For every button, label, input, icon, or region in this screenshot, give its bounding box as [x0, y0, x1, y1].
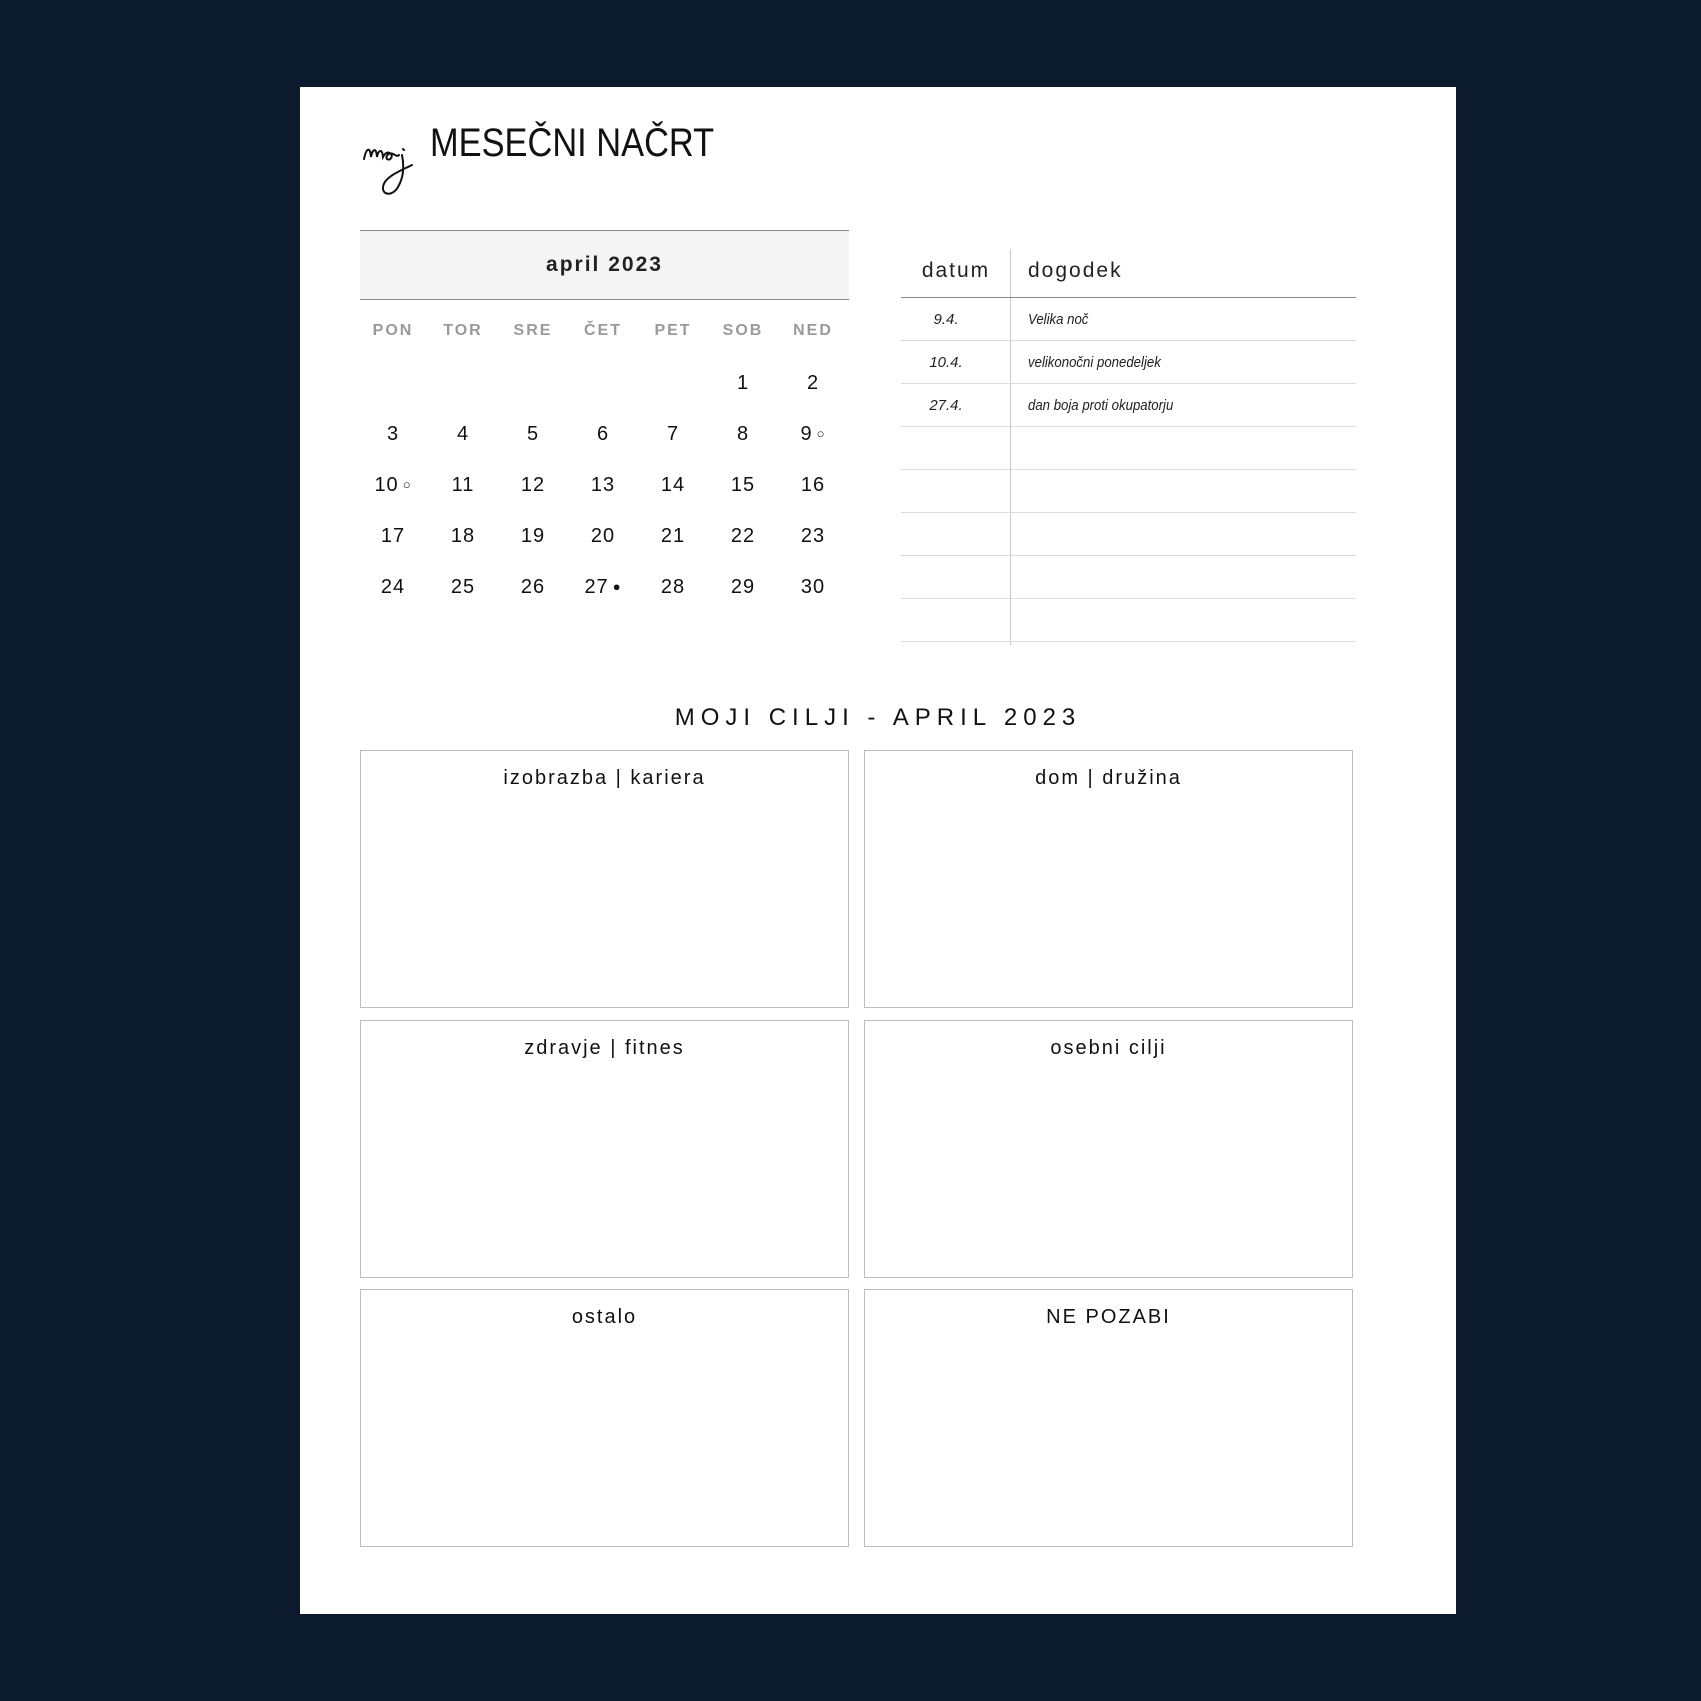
- page-title: MESEČNI NAČRT: [430, 121, 715, 165]
- calendar-day[interactable]: [638, 474, 708, 497]
- calendar-day-number: 7: [666, 423, 680, 445]
- calendar-day-number: 10: [374, 474, 399, 496]
- calendar-day[interactable]: [358, 474, 428, 497]
- calendar-day[interactable]: [708, 576, 778, 599]
- calendar-day[interactable]: [568, 525, 638, 548]
- calendar-day[interactable]: [428, 576, 498, 599]
- month-calendar: [360, 230, 849, 598]
- goal-box-home-family[interactable]: [864, 750, 1353, 1008]
- events-header-event: dogodek: [1028, 259, 1123, 282]
- calendar-day[interactable]: [708, 525, 778, 548]
- calendar-day[interactable]: [638, 576, 708, 599]
- planner-page: [300, 87, 1456, 1614]
- events-table: [901, 249, 1356, 642]
- calendar-day[interactable]: [428, 474, 498, 497]
- calendar-day[interactable]: [568, 474, 638, 497]
- calendar-day[interactable]: [638, 525, 708, 548]
- event-name: dan boja proti okupatorju: [1028, 397, 1174, 414]
- calendar-day[interactable]: [358, 525, 428, 548]
- calendar-day-number: 8: [736, 423, 750, 445]
- event-row[interactable]: [901, 298, 1356, 341]
- goal-box-label: NE POZABI: [1046, 1306, 1171, 1328]
- calendar-day[interactable]: [778, 423, 848, 446]
- calendar-day-number: 22: [730, 525, 756, 547]
- calendar-day[interactable]: [638, 423, 708, 446]
- calendar-day[interactable]: [778, 474, 848, 497]
- calendar-month-title: april 2023: [360, 230, 849, 300]
- event-date: 9.4.: [933, 311, 959, 328]
- goal-box-label: zdravje | fitnes: [524, 1037, 685, 1059]
- event-name: velikonočni ponedeljek: [1028, 354, 1161, 371]
- calendar-day[interactable]: [498, 423, 568, 446]
- calendar-day[interactable]: [358, 423, 428, 446]
- goal-box-education-career[interactable]: [360, 750, 849, 1008]
- calendar-day-number: 14: [660, 474, 686, 496]
- calendar-day-number: 16: [800, 474, 826, 496]
- event-row[interactable]: [901, 599, 1356, 642]
- calendar-day-number: 12: [520, 474, 546, 496]
- events-header-date: datum: [921, 259, 991, 282]
- empty-circle-icon: ○: [816, 426, 826, 441]
- event-row[interactable]: [901, 556, 1356, 599]
- event-row[interactable]: [901, 470, 1356, 513]
- calendar-day[interactable]: [778, 576, 848, 599]
- calendar-day-number: 15: [730, 474, 756, 496]
- moj-signature-logo: [360, 127, 420, 199]
- weekday-label: TOR: [443, 322, 483, 339]
- event-row[interactable]: [901, 513, 1356, 556]
- calendar-day-number: 3: [386, 423, 400, 445]
- calendar-day[interactable]: [498, 525, 568, 548]
- event-row[interactable]: [901, 341, 1356, 384]
- weekday-label: SRE: [513, 322, 553, 339]
- goal-box-label: izobrazba | kariera: [503, 767, 706, 789]
- weekday-label: ČET: [584, 322, 622, 339]
- calendar-day[interactable]: [568, 423, 638, 446]
- calendar-day-number: 20: [590, 525, 616, 547]
- event-row[interactable]: [901, 427, 1356, 470]
- calendar-day[interactable]: [498, 474, 568, 497]
- event-row[interactable]: [901, 384, 1356, 427]
- calendar-day-number: 27: [584, 576, 609, 598]
- goal-box-dont-forget[interactable]: [864, 1289, 1353, 1547]
- filled-dot-icon: ●: [612, 579, 622, 594]
- calendar-day-number: 24: [380, 576, 406, 598]
- calendar-day-number: 28: [660, 576, 686, 598]
- calendar-day[interactable]: [428, 525, 498, 548]
- calendar-day-number: 25: [450, 576, 476, 598]
- calendar-day[interactable]: [498, 576, 568, 599]
- calendar-day-number: 6: [596, 423, 610, 445]
- calendar-day-number: 4: [456, 423, 470, 445]
- calendar-day-number: 1: [736, 372, 750, 394]
- calendar-day-number: 17: [380, 525, 406, 547]
- weekday-label: SOB: [722, 322, 764, 339]
- goal-box-other[interactable]: [360, 1289, 849, 1547]
- event-date: 27.4.: [929, 397, 963, 414]
- calendar-day[interactable]: [708, 372, 778, 395]
- empty-circle-icon: ○: [402, 477, 412, 492]
- weekday-label: PON: [372, 322, 414, 339]
- event-date: 10.4.: [929, 354, 963, 371]
- calendar-day-number: 5: [526, 423, 540, 445]
- calendar-day[interactable]: [778, 525, 848, 548]
- events-header: [901, 249, 1356, 298]
- goal-box-label: osebni cilji: [1050, 1037, 1167, 1059]
- goal-box-health-fitness[interactable]: [360, 1020, 849, 1278]
- calendar-day-number: 19: [520, 525, 546, 547]
- calendar-day-number: 26: [520, 576, 546, 598]
- calendar-day-number: 21: [660, 525, 686, 547]
- goals-title: MOJI CILJI - APRIL 2023: [674, 704, 1082, 731]
- calendar-day-number: 18: [450, 525, 476, 547]
- calendar-day-number: 13: [590, 474, 616, 496]
- calendar-day[interactable]: [358, 576, 428, 599]
- calendar-day[interactable]: [778, 372, 848, 395]
- goal-box-label: dom | družina: [1035, 767, 1182, 789]
- calendar-day[interactable]: [708, 423, 778, 446]
- calendar-day[interactable]: [708, 474, 778, 497]
- weekday-label: NED: [793, 322, 833, 339]
- weekday-label: PET: [654, 322, 692, 339]
- calendar-day-number: 30: [800, 576, 826, 598]
- calendar-day-number: 11: [451, 474, 475, 496]
- calendar-day[interactable]: [568, 576, 638, 599]
- goal-box-label: ostalo: [571, 1306, 638, 1328]
- event-name: Velika noč: [1028, 311, 1089, 328]
- calendar-day-number: 2: [806, 372, 820, 394]
- goal-box-personal-goals[interactable]: [864, 1020, 1353, 1278]
- calendar-day[interactable]: [428, 423, 498, 446]
- calendar-day-number: 23: [800, 525, 826, 547]
- calendar-day-number: 29: [730, 576, 756, 598]
- calendar-day-number: 9: [800, 423, 813, 445]
